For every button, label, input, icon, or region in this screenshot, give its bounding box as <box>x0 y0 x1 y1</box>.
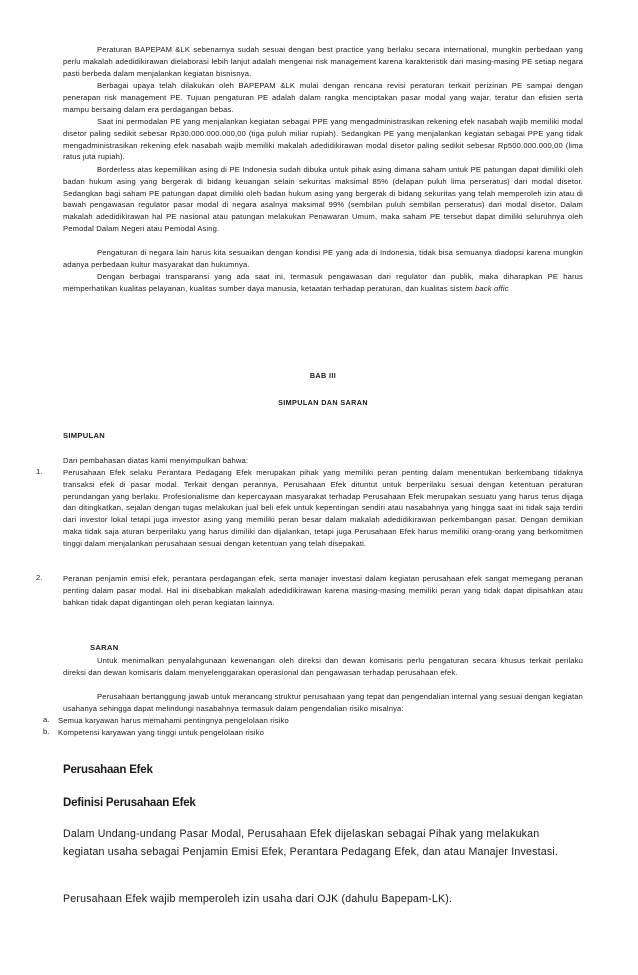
paragraph-best-practice <box>63 44 583 79</box>
chapter-title: SIMPULAN DAN SARAN <box>278 398 368 407</box>
saran-item-a-text: Semua karyawan harus memahami pentingnya pengelolaan risiko <box>58 716 289 725</box>
p5-text: Pengaturan di negara lain harus kita sesuaikan dengan kondisi PE yang ada di Indonesia, tidak bisa semuanya diadopsi karena mungkin adanya perbedaan kultur masyarakat dan hukumnya. <box>63 248 583 269</box>
saran-item-a-letter: a. <box>43 715 50 724</box>
section-heading-perusahaan-efek: Perusahaan Efek <box>63 764 153 776</box>
simpulan-item-1-text: Perusahaan Efek selaku Perantara Pedagang Efek merupakan pihak yang memiliki peran penting dalam menentukan berkembang tidaknya transaksi efek di pasar modal. Terkait dengan perannya, Perusahaan Efek dituntut untuk berperilaku sesuai dengan ketentuan peraturan perundangan yang berlaku. Profesionalisme dan kepercayaan masyarakat terhadap Perusahaan Efek merupakan sesuatu yang harus terus dijaga dan ditingkatkan, sejalan dengan tugas melakukan jual beli efek untuk kepentingan sendiri atau nasabahnya yang hingga saat ini tidak saja terdiri dari investor lokal tetapi juga investor asing yang memiliki peran besar dalam makalah adedidikirawan perkembangan pasar. Dengan demikian maka tidak saja aturan berperilaku yang harus dimiliki dan dijalankan, tetapi juga Perusahaan Efek harus memiliki orang-orang yang berkomitmen tinggi dalam menjalankan perusahaan sesuai dengan ketentuan yang telah disepakati. <box>63 468 583 548</box>
p6-text: Dengan berbagai transparansi yang ada saat ini, termasuk pengawasan dari regulator dan publik, maka diharapkan PE harus memperhatikan kualitas pelayanan, kualitas sumber daya manusia, ketaatan terhadap peraturan, dan kualitas sistem <box>63 272 583 293</box>
simpulan-item-2-text: Peranan penjamin emisi efek, perantara perdagangan efek, serta manajer investasi dalam kegiatan perusahaan efek sangat memegang peranan penting dalam pasar modal. Hal ini disebabkan makalah adedidikirawan karena masing-masing memiliki peran yang tidak dapat dipisahkan atau bahkan tidak dapat digantingan oleh peran kegiatan lainnya. <box>63 574 583 607</box>
p1-text: Peraturan BAPEPAM &LK sebenarnya sudah sesuai dengan best practice yang berlaku secara international, mungkin perbedaan yang perlu makalah adedidikirawan dielaborasi lebih lanjut adalah mengenai risk management karena karakteristik dari masing-masing PE setiap negara pasti berbeda dalam menjalankan kegiatan bisnisnya. <box>63 45 583 78</box>
simpulan-item-2-number: 2. <box>36 573 43 582</box>
chapter-label: BAB III <box>309 371 337 380</box>
simpulan-intro: Dari pembahasan diatas kami menyimpulkan bahwa: <box>63 456 249 465</box>
paragraph-transparansi <box>63 271 583 295</box>
paragraph-borderless <box>63 164 583 235</box>
paragraph-pengaturan-negara-lain <box>63 247 583 271</box>
paragraph-permodalan <box>63 116 583 163</box>
p4-text: Borderless atas kepemilikan asing di PE Indonesia sudah dibuka untuk pihak asing dimana saham untuk PE patungan dapat dimiliki oleh badan hukum asing yang bergerak di bidang keuangan selain sekuritas maksimal 85% (delapan puluh lima perseratus) dari modal disetor. Sedangkan bagi saham PE patungan dapat dimiliki oleh badan hukum asing yang bergerak di bidang sekuritas yang telah memperoleh izin atau di bawah pengawasan regulator pasar modal di negara asalnya maksimal 99% (sembilan puluh sembilan perseratus) dari modal disetor. Dalam makalah adedidikirawan hal PE nasional atau patungan melakukan Penawaran Umum, maka saham PE tersebut dapat dimiliki seluruhnya oleh Pemodal Dalam Negeri atau Pemodal Asing. <box>63 165 583 233</box>
saran-item-b-text: Kompetensi karyawan yang tinggi untuk pengelolaan risiko <box>58 728 264 737</box>
definisi-paragraph-1: Dalam Undang-undang Pasar Modal, Perusahaan Efek dijelaskan sebagai Pihak yang melakukan kegiatan usaha sebagai Penjamin Emisi Efek, Perantara Pedagang Efek, dan atau Manajer Investasi. <box>63 828 559 858</box>
simpulan-heading: SIMPULAN <box>63 431 106 440</box>
section-heading-definisi: Definisi Perusahaan Efek <box>63 797 196 809</box>
p3-text: Saat ini permodalan PE yang menjalankan kegiatan sebagai PPE yang mengadministrasikan rekening efek nasabah wajib memiliki modal disetor paling sedikit sebesar Rp30.000.000.000,00 (tiga puluh miliar rupiah). Sedangkan PE yang menjalankan kegiatan sebagai PPE yang tidak mengadministrasikan rekening efek nasabah wajib memiliki makalah adedidikirawan modal disetor paling sedikit sebesar Rp500.000.000,00 (lima ratus juta rupiah). <box>63 117 583 162</box>
saran-item-b-letter: b. <box>43 727 50 736</box>
saran-paragraph-1: Untuk menimalkan penyalahgunaan kewenangan oleh direksi dan dewan komisaris perlu pengaturan secara khusus terkait perilaku direksi dan dewan komisaris dalam menyelenggarakan operasional dan pengawasan terhadap perusahaan efek. <box>63 656 583 677</box>
p2-text: Berbagai upaya telah dilakukan oleh BAPEPAM &LK mulai dengan rencana revisi peraturan terkait perizinan PE sampai dengan penerapan risk management PE. Tujuan pengaturan PE adalah dalam rangka menciptakan pasar modal yang wajar, teratur dan efisien serta mampu bersaing dalam era perdagangan bebas. <box>63 81 583 114</box>
paragraph-upaya-bapepam <box>63 80 583 115</box>
p6-italic: back offic <box>475 283 509 293</box>
definisi-paragraph-2: Perusahaan Efek wajib memperoleh izin usaha dari OJK (dahulu Bapepam-LK). <box>63 893 453 905</box>
saran-heading: SARAN <box>90 643 119 652</box>
simpulan-item-1-number: 1. <box>36 467 43 476</box>
saran-paragraph-2: Perusahaan bertanggung jawab untuk merancang struktur perusahaan yang tepat dan pengendalian internal yang sesuai dengan kegiatan usahanya sehingga dapat melindungi nasabahnya termasuk dalam pengendalian risiko misalnya: <box>63 692 583 713</box>
